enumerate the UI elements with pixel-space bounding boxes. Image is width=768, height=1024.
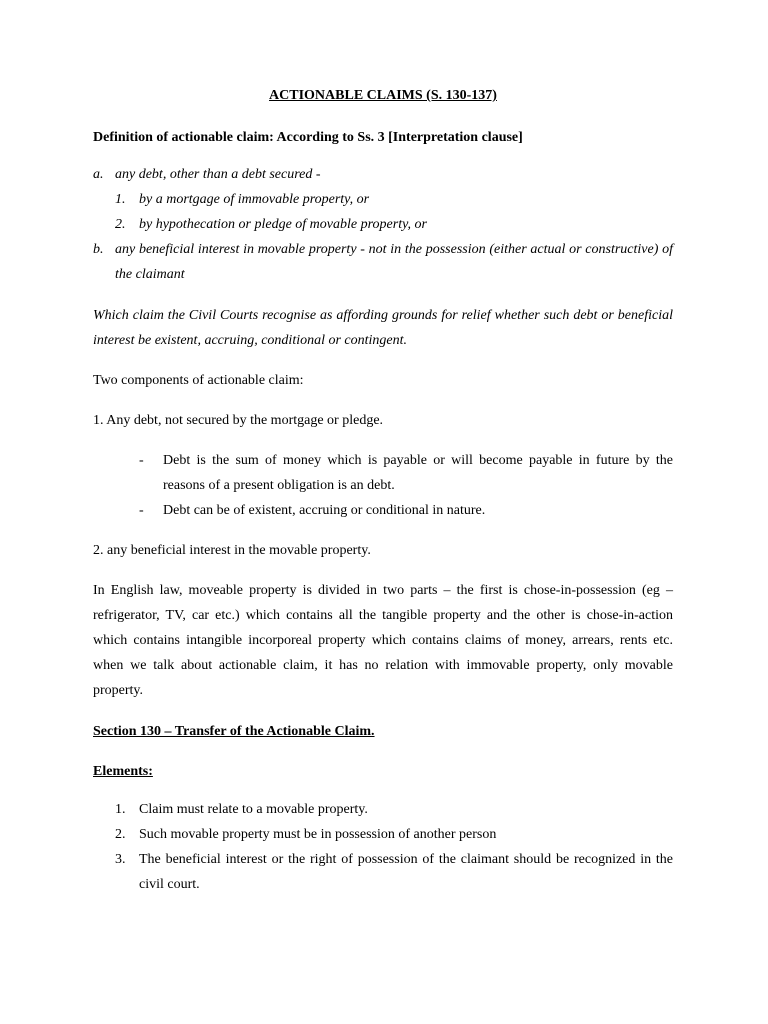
definition-list	[93, 162, 673, 287]
list-item-text: by a mortgage of immovable property, or	[139, 192, 370, 207]
definition-heading: Definition of actionable claim: According to Ss. 3 [Interpretation clause]	[93, 130, 523, 145]
dash-item	[93, 498, 673, 523]
list-item-text: by hypothecation or pledge of movable property, or	[139, 217, 427, 232]
dash-marker: -	[139, 453, 144, 468]
list-item-text: any beneficial interest in movable property - not in the possession (either actual or constructive) of the claimant	[115, 242, 673, 282]
dash-item-text: Debt is the sum of money which is payable or will become payable in future by the reasons of a present obligation is an debt.	[163, 453, 673, 493]
debt-dash-list	[93, 448, 673, 523]
dash-item-text: Debt can be of existent, accruing or conditional in nature.	[163, 503, 486, 518]
list-item-a-1	[93, 187, 673, 212]
list-item-a-2	[93, 212, 673, 237]
element-item	[93, 822, 673, 847]
element-text: The beneficial interest or the right of possession of the claimant should be recognized in the civil court.	[139, 852, 673, 892]
which-claim-paragraph: Which claim the Civil Courts recognise as affording grounds for relief whether such debt or beneficial interest be existent, accruing, conditional or contingent.	[93, 308, 673, 348]
component-2: 2. any beneficial interest in the movable property.	[93, 543, 371, 558]
list-marker: 1.	[115, 192, 126, 207]
list-item-b	[93, 237, 673, 287]
dash-marker: -	[139, 503, 144, 518]
section-130-heading: Section 130 – Transfer of the Actionable Claim.	[93, 724, 375, 739]
element-marker: 2.	[115, 827, 126, 842]
component-1: 1. Any debt, not secured by the mortgage or pledge.	[93, 413, 384, 428]
elements-list	[93, 797, 673, 897]
element-marker: 3.	[115, 852, 126, 867]
elements-heading: Elements:	[93, 764, 153, 779]
document-page	[93, 0, 673, 1024]
list-item-text: any debt, other than a debt secured -	[115, 167, 321, 182]
two-components-line: Two components of actionable claim:	[93, 373, 304, 388]
list-marker: a.	[93, 167, 104, 182]
element-text: Such movable property must be in possession of another person	[139, 827, 497, 842]
element-text: Claim must relate to a movable property.	[139, 802, 368, 817]
list-marker: b.	[93, 242, 104, 257]
list-marker: 2.	[115, 217, 126, 232]
list-item-a	[93, 162, 673, 187]
english-law-paragraph: In English law, moveable property is divided in two parts – the first is chose-in-possession (eg – refrigerator, TV, car etc.) which contains all the tangible property and the other is chose-in-action which contains intangible incorporeal property which contains claims of money, arrears, rents etc. when we talk about actionable claim, it has no relation with immovable property, only movable property.	[93, 583, 673, 698]
element-item	[93, 797, 673, 822]
document-title: ACTIONABLE CLAIMS (S. 130-137)	[269, 88, 497, 103]
element-marker: 1.	[115, 802, 126, 817]
element-item	[93, 847, 673, 897]
dash-item	[93, 448, 673, 498]
